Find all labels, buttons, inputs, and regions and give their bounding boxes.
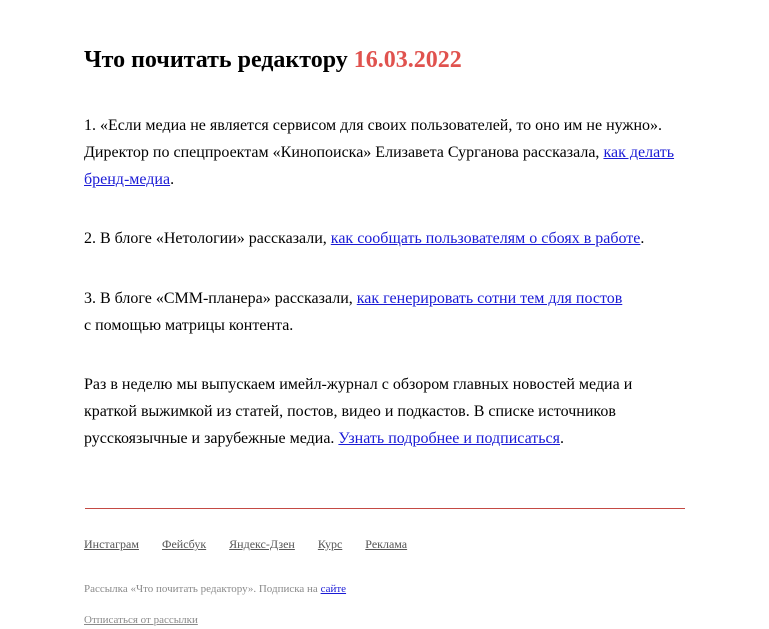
news-item-3 bbox=[84, 285, 684, 339]
news-item-1-link[interactable]: как делать бренд-медиа bbox=[84, 144, 675, 188]
footer-note bbox=[84, 583, 346, 596]
news-item-3-end: с помощью матрицы контента. bbox=[84, 317, 294, 334]
news-item-1-end: . bbox=[170, 171, 175, 188]
news-item-1 bbox=[84, 112, 684, 193]
news-item-2-text: 2. В блоге «Нетологии» рассказали, bbox=[84, 230, 331, 247]
footer-links bbox=[84, 537, 427, 551]
news-item-3-link[interactable]: как генерировать сотни тем для постов bbox=[356, 290, 623, 307]
news-item-1-text: 1. «Если медиа не является сервисом для своих пользователей, то оно им не нужно». Директор по спецпроектам «Кинопоиска» Елизавета Сурганова рассказала, bbox=[84, 117, 663, 161]
footer-divider bbox=[85, 508, 685, 509]
page-title bbox=[84, 46, 462, 74]
site-link[interactable]: сайте bbox=[320, 583, 347, 595]
news-item-2 bbox=[84, 225, 684, 252]
footer-link-course[interactable]: Курс bbox=[317, 537, 343, 551]
title-text: Что почитать редактору bbox=[84, 47, 348, 73]
issue-date: 16.03.2022 bbox=[353, 47, 462, 73]
subscribe-link[interactable]: Узнать подробнее и подписаться bbox=[338, 430, 561, 447]
footer-note-text: Рассылка «Что почитать редактору». Подписка на bbox=[84, 583, 321, 595]
footer-link-ads[interactable]: Реклама bbox=[365, 537, 408, 551]
news-item-2-end: . bbox=[640, 230, 645, 247]
unsubscribe-link[interactable]: Отписаться от рассылки bbox=[84, 614, 198, 626]
footer-link-yandex-zen[interactable]: Яндекс-Дзен bbox=[229, 537, 295, 551]
footer-link-facebook[interactable]: Фейсбук bbox=[161, 537, 207, 551]
footer-link-instagram[interactable]: Инстаграм bbox=[84, 537, 139, 551]
about-paragraph bbox=[84, 371, 684, 452]
news-item-3-text: 3. В блоге «СММ-планера» рассказали, bbox=[84, 290, 357, 307]
about-text: Раз в неделю мы выпускаем имейл-журнал с обзором главных новостей медиа и краткой выжимкой из статей, постов, видео и подкастов. В списке источников русскоязычные и зарубежные медиа. bbox=[84, 376, 633, 447]
about-end: . bbox=[560, 430, 565, 447]
unsubscribe bbox=[84, 614, 198, 627]
news-item-2-link[interactable]: как сообщать пользователям о сбоях в работе bbox=[330, 230, 641, 247]
